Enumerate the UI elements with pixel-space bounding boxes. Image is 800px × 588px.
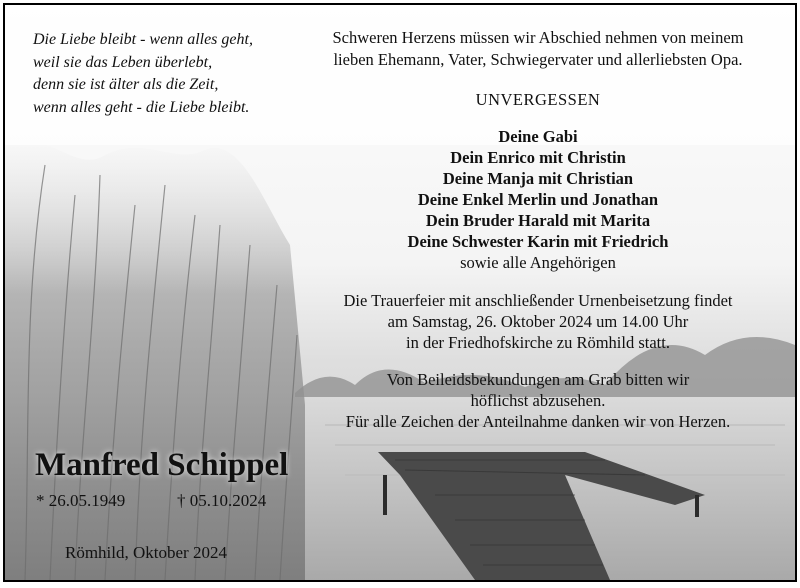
ceremony-line: am Samstag, 26. Oktober 2024 um 14.00 Uhr <box>387 312 689 331</box>
deceased-name: Manfred Schippel <box>35 447 289 483</box>
funeral-ceremony-info <box>303 290 773 353</box>
other-relatives: sowie alle Angehörigen <box>460 253 616 272</box>
request-line: Von Beileidsbekundungen am Grab bitten wir <box>386 370 690 389</box>
request-line: höflichst abzusehen. <box>470 391 606 410</box>
poem-line: weil sie das Leben überlebt, <box>33 53 213 71</box>
ceremony-line: Die Trauerfeier mit anschließender Urnenbeisetzung findet <box>343 291 733 310</box>
mourner-line: Deine Gabi <box>498 127 578 146</box>
mourner-line: Dein Enrico mit Christin <box>450 148 626 167</box>
mourner-line: Dein Bruder Harald mit Marita <box>425 211 651 230</box>
mourners-list <box>303 126 773 273</box>
obituary-notice <box>3 3 797 582</box>
intro-line: lieben Ehemann, Vater, Schwiegervater und allerliebsten Opa. <box>333 50 743 69</box>
poem-line: Die Liebe bleibt - wenn alles geht, <box>33 31 253 48</box>
place-and-date: Römhild, Oktober 2024 <box>65 543 227 562</box>
poem-line: denn sie ist älter als die Zeit, <box>33 76 219 93</box>
mourner-line: Deine Enkel Merlin und Jonathan <box>417 190 659 209</box>
ceremony-line: in der Friedhofskirche zu Römhild statt. <box>406 333 670 352</box>
intro-line: Schweren Herzens müssen wir Abschied nehmen von meinem <box>332 28 744 47</box>
farewell-intro <box>303 27 773 71</box>
mourner-line: Deine Manja mit Christian <box>442 169 634 188</box>
death-date: † 05.10.2024 <box>177 491 267 510</box>
birth-date: * 26.05.1949 <box>36 491 126 510</box>
mourner-line: Deine Schwester Karin mit Friedrich <box>407 232 669 251</box>
condolence-requests <box>303 369 773 432</box>
poem-line: wenn alles geht - die Liebe bleibt. <box>33 98 250 116</box>
memorial-poem <box>33 29 253 119</box>
request-line: Für alle Zeichen der Anteilnahme danken wir von Herzen. <box>345 412 731 431</box>
unforgotten-heading: UNVERGESSEN <box>475 90 601 109</box>
